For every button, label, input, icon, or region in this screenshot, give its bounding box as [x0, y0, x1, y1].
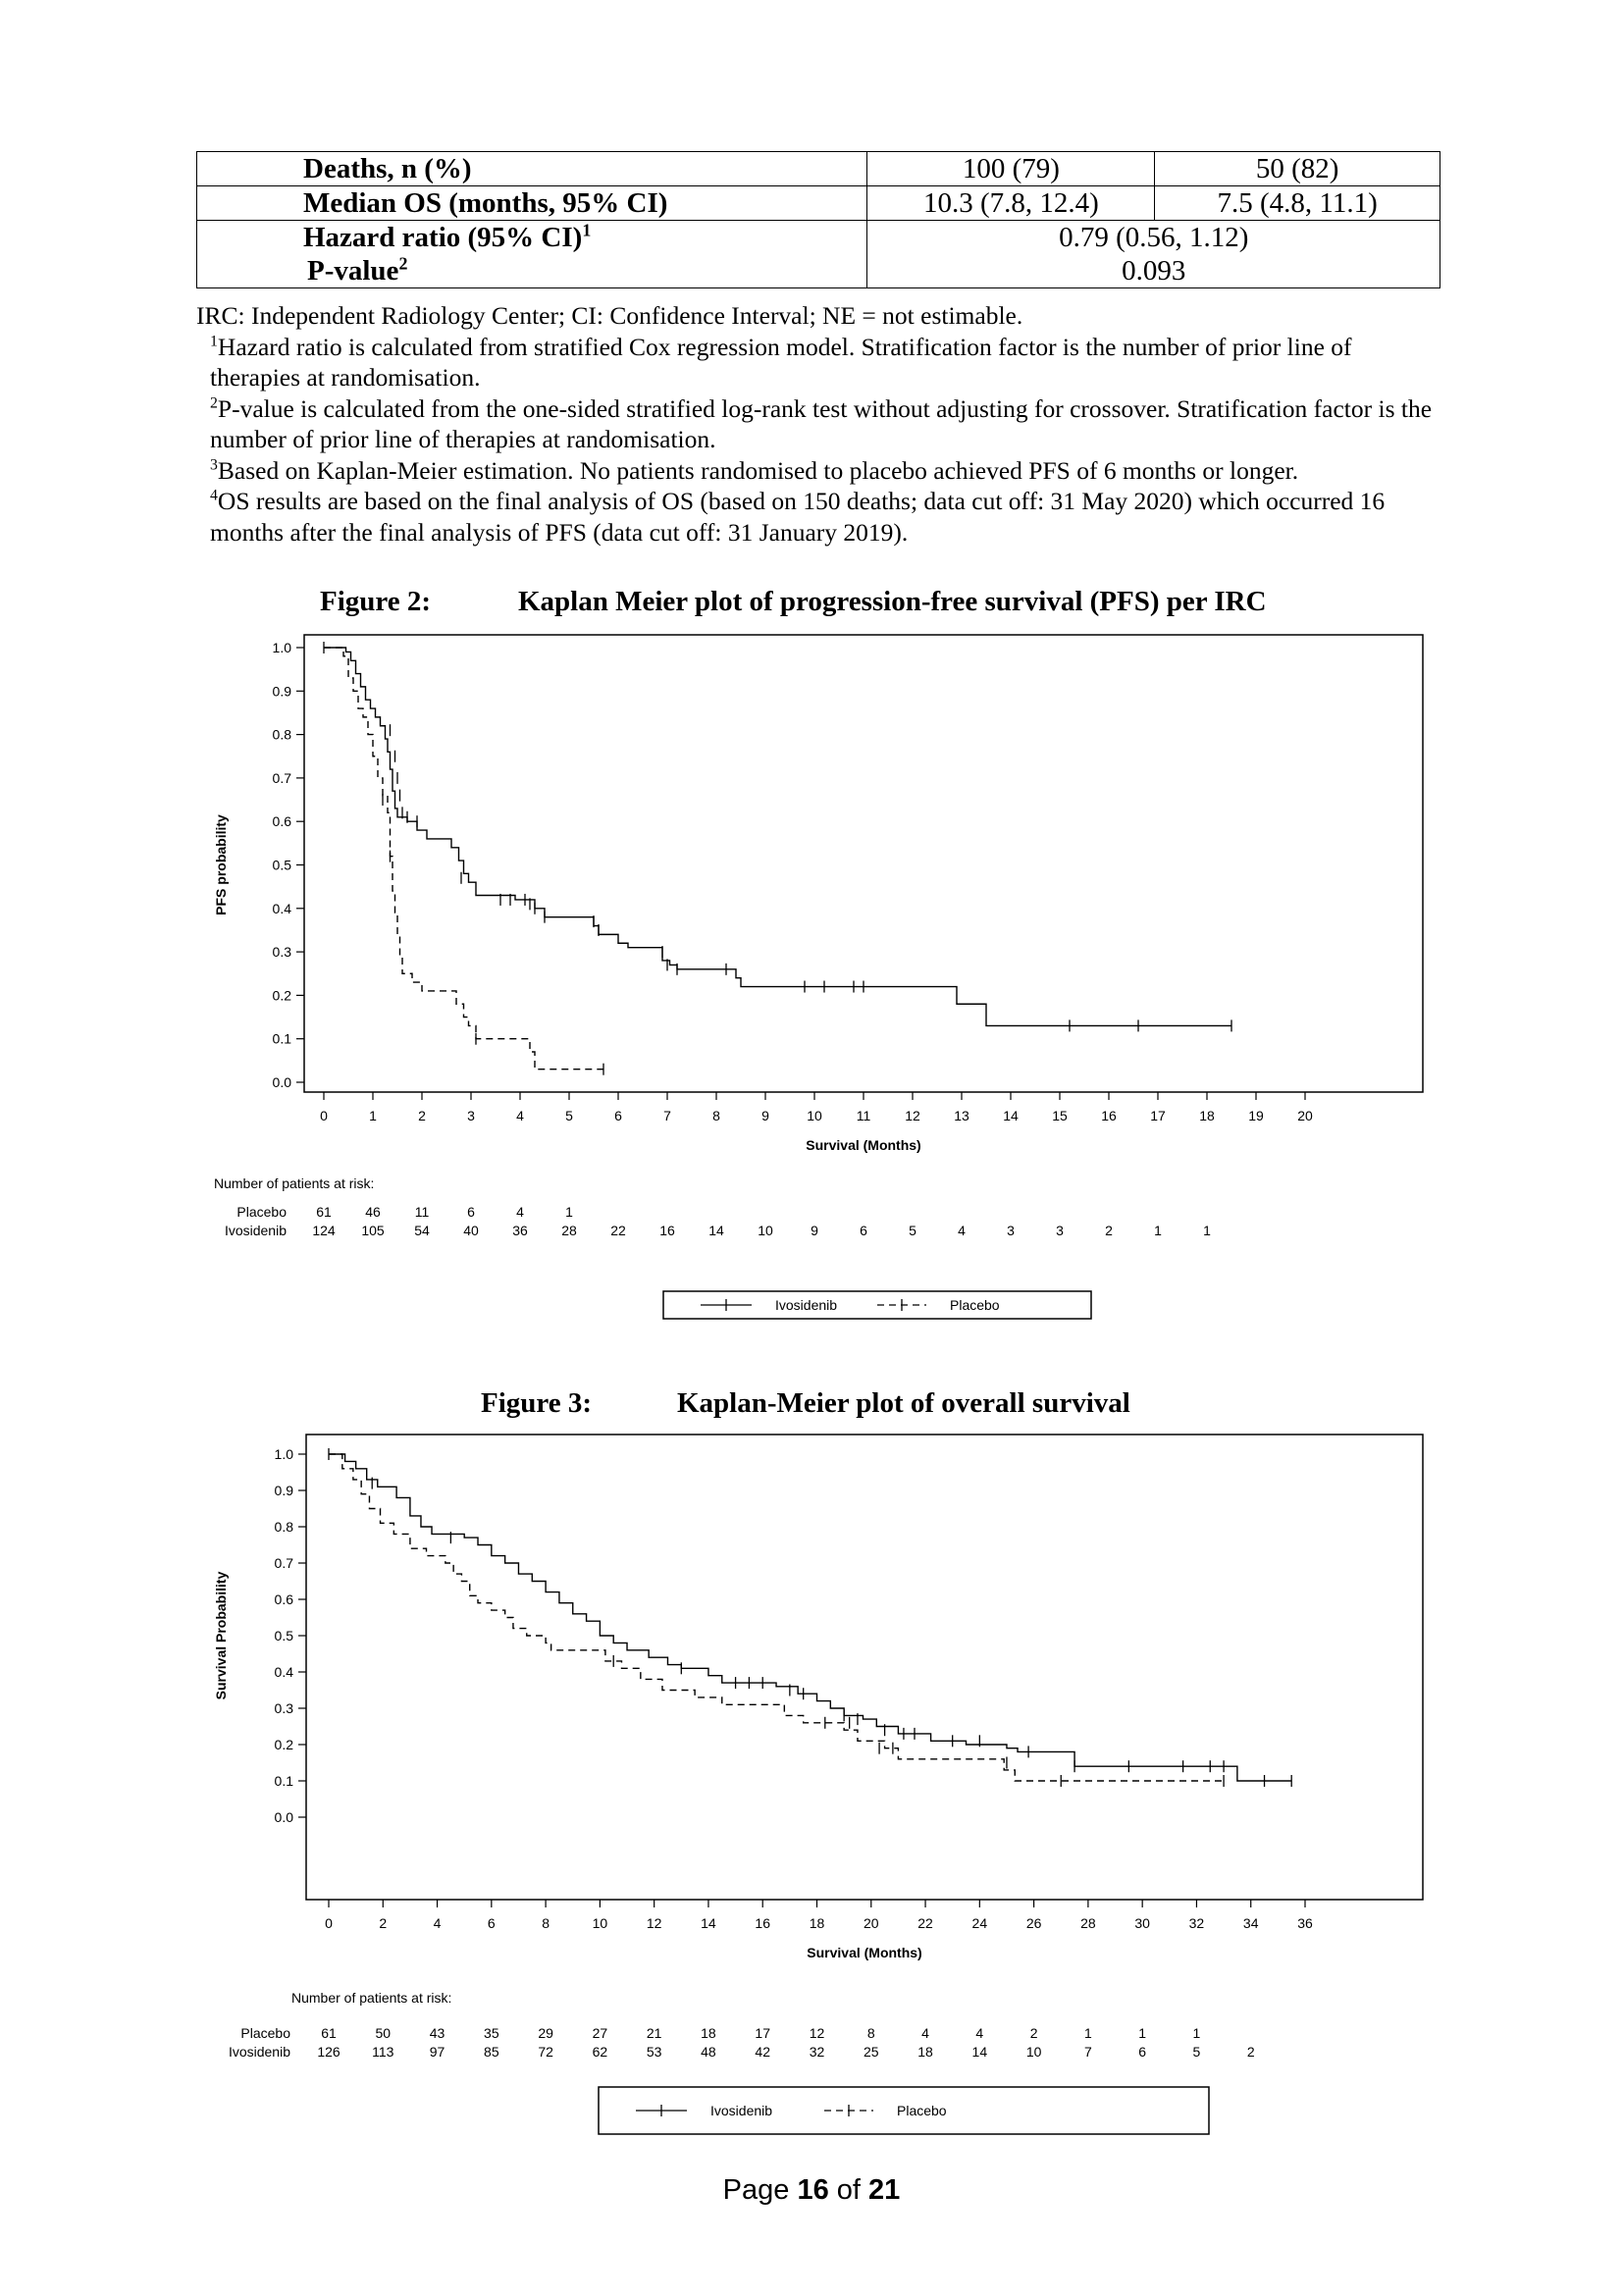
x-tick-label: 1	[369, 1108, 377, 1123]
at-risk-count: 5	[1192, 2044, 1201, 2060]
at-risk-count: 1	[1154, 1223, 1162, 1238]
at-risk-count: 18	[701, 2025, 716, 2041]
figure-2-label: Figure 2:	[320, 586, 432, 617]
at-risk-count: 11	[414, 1204, 430, 1220]
page-number: 16	[797, 2174, 829, 2206]
figure-3-title: Kaplan-Meier plot of overall survival	[677, 1387, 1130, 1419]
footnote-text: OS results are based on the final analysis of OS (based on 150 deaths; data cut off: 31 May 2020) which occurred 16 months after the final analysis of PFS (data cut off: 31 January 2019).	[210, 487, 1386, 547]
row-label-text: P-value	[307, 255, 399, 287]
at-risk-count: 105	[361, 1223, 385, 1238]
at-risk-count: 21	[646, 2025, 662, 2041]
at-risk-count: 1	[1138, 2025, 1147, 2041]
x-tick-label: 3	[467, 1108, 475, 1123]
footer-prefix: Page	[722, 2174, 798, 2206]
at-risk-count: 10	[758, 1223, 773, 1238]
y-tick-label: 0.8	[274, 1519, 293, 1535]
x-tick-label: 0	[325, 1915, 333, 1931]
at-risk-count: 12	[809, 2025, 825, 2041]
at-risk-count: 72	[538, 2044, 553, 2060]
at-risk-title: Number of patients at risk:	[291, 1990, 452, 2006]
at-risk-count: 36	[512, 1223, 528, 1238]
y-axis-label: Survival Probability	[213, 1571, 229, 1700]
placebo-curve	[329, 1454, 1224, 1781]
at-risk-count: 14	[708, 1223, 724, 1238]
y-tick-label: 0.7	[274, 1555, 293, 1571]
at-risk-count: 46	[365, 1204, 381, 1220]
ivosidenib-cell: 100 (79)	[867, 152, 1155, 186]
x-tick-label: 7	[663, 1108, 671, 1123]
at-risk-count: 1	[1203, 1223, 1211, 1238]
at-risk-count: 25	[863, 2044, 879, 2060]
at-risk-count: 85	[484, 2044, 499, 2060]
figure-2-title: Kaplan Meier plot of progression-free survival (PFS) per IRC	[518, 586, 1267, 617]
y-tick-label: 0.9	[274, 1483, 293, 1498]
legend-placebo-label: Placebo	[950, 1297, 1000, 1313]
x-tick-label: 19	[1248, 1108, 1264, 1123]
y-tick-label: 0.6	[274, 1592, 293, 1607]
x-tick-label: 6	[614, 1108, 622, 1123]
at-risk-count: 6	[467, 1204, 475, 1220]
footnote-text: Hazard ratio is calculated from stratified Cox regression model. Stratification factor is the number of prior line of therapies at randomisation.	[210, 332, 1352, 391]
y-tick-label: 0.9	[272, 683, 291, 700]
x-tick-label: 14	[1003, 1108, 1019, 1123]
at-risk-count: 8	[866, 2025, 875, 2041]
y-tick-label: 0.3	[272, 944, 291, 961]
at-risk-count: 126	[317, 2044, 340, 2060]
row-label	[197, 254, 867, 288]
at-risk-count: 4	[921, 2025, 929, 2041]
at-risk-count: 14	[971, 2044, 988, 2060]
footnote-text: P-value is calculated from the one-sided stratified log-rank test without adjusting for crossover. Stratification factor is the number of prior line of therapies at randomisation.	[210, 393, 1433, 453]
x-tick-label: 28	[1080, 1915, 1096, 1931]
x-tick-label: 22	[917, 1915, 933, 1931]
at-risk-count: 29	[538, 2025, 553, 2041]
x-tick-label: 16	[1101, 1108, 1117, 1123]
placebo-cell: 50 (82)	[1155, 152, 1440, 186]
at-risk-count: 1	[1083, 2025, 1092, 2041]
x-tick-label: 20	[863, 1915, 879, 1931]
x-tick-label: 8	[542, 1915, 550, 1931]
placebo-cell: 7.5 (4.8, 11.1)	[1155, 186, 1440, 221]
x-tick-label: 12	[905, 1108, 920, 1123]
row-label-text: Hazard ratio (95% CI)	[303, 222, 583, 253]
at-risk-count: 48	[701, 2044, 716, 2060]
at-risk-count: 16	[659, 1223, 675, 1238]
at-risk-count: 2	[1246, 2044, 1255, 2060]
at-risk-count: 2	[1029, 2025, 1038, 2041]
x-tick-label: 17	[1150, 1108, 1166, 1123]
y-tick-label: 0.0	[272, 1074, 291, 1090]
x-tick-label: 18	[1199, 1108, 1215, 1123]
combined-cell: 0.093	[867, 254, 1440, 288]
x-tick-label: 26	[1025, 1915, 1042, 1931]
os-kaplan-meier-chart	[0, 1423, 1623, 2149]
ivosidenib-curve	[329, 1454, 1291, 1781]
at-risk-count: 18	[917, 2044, 933, 2060]
at-risk-count: 32	[809, 2044, 825, 2060]
x-tick-label: 9	[761, 1108, 769, 1123]
footnote-ref: 2	[398, 253, 408, 274]
x-tick-label: 12	[646, 1915, 662, 1931]
footnote-number: 3	[210, 456, 218, 473]
at-risk-count: 61	[321, 2025, 337, 2041]
at-risk-row-name: Ivosidenib	[224, 1223, 287, 1238]
at-risk-count: 54	[414, 1223, 430, 1238]
at-risk-row-name: Ivosidenib	[228, 2044, 290, 2060]
at-risk-count: 4	[958, 1223, 966, 1238]
x-tick-label: 5	[565, 1108, 573, 1123]
at-risk-row-name: Placebo	[240, 2025, 290, 2041]
at-risk-count: 40	[463, 1223, 479, 1238]
at-risk-count: 22	[610, 1223, 626, 1238]
y-tick-label: 1.0	[272, 640, 291, 655]
at-risk-count: 97	[429, 2044, 445, 2060]
plot-frame	[304, 635, 1423, 1092]
x-tick-label: 0	[320, 1108, 328, 1123]
x-tick-label: 36	[1297, 1915, 1313, 1931]
at-risk-count: 50	[375, 2025, 392, 2041]
table-row	[197, 152, 1440, 186]
table-row	[197, 186, 1440, 221]
x-tick-label: 15	[1052, 1108, 1068, 1123]
at-risk-count: 53	[646, 2044, 662, 2060]
page-total: 21	[868, 2174, 901, 2206]
x-axis-label: Survival (Months)	[806, 1137, 921, 1153]
x-tick-label: 14	[701, 1915, 716, 1931]
ivosidenib-curve	[324, 648, 1231, 1025]
x-tick-label: 10	[807, 1108, 822, 1123]
at-risk-count: 7	[1083, 2044, 1092, 2060]
at-risk-title: Number of patients at risk:	[214, 1175, 375, 1191]
at-risk-count: 3	[1056, 1223, 1064, 1238]
x-tick-label: 4	[516, 1108, 524, 1123]
table-footnotes	[196, 300, 1442, 548]
at-risk-count: 4	[975, 2025, 984, 2041]
y-tick-label: 0.0	[274, 1809, 293, 1825]
x-tick-label: 30	[1134, 1915, 1150, 1931]
at-risk-count: 9	[811, 1223, 818, 1238]
at-risk-count: 6	[860, 1223, 867, 1238]
x-tick-label: 34	[1242, 1915, 1259, 1931]
y-tick-label: 1.0	[274, 1446, 293, 1462]
at-risk-count: 124	[312, 1223, 336, 1238]
row-label: Deaths, n (%)	[197, 152, 867, 186]
at-risk-count: 28	[561, 1223, 577, 1238]
at-risk-count: 17	[755, 2025, 771, 2041]
at-risk-count: 6	[1138, 2044, 1147, 2060]
x-tick-label: 24	[971, 1915, 988, 1931]
legend-placebo-label: Placebo	[897, 2103, 947, 2118]
x-tick-label: 2	[379, 1915, 388, 1931]
footnote-4	[196, 486, 1442, 548]
row-label	[197, 221, 867, 255]
at-risk-count: 1	[1192, 2025, 1201, 2041]
x-tick-label: 20	[1297, 1108, 1313, 1123]
x-tick-label: 32	[1188, 1915, 1205, 1931]
figure-3-label: Figure 3:	[481, 1387, 593, 1419]
at-risk-count: 2	[1105, 1223, 1113, 1238]
y-tick-label: 0.8	[272, 726, 291, 743]
footnote-2	[196, 393, 1442, 455]
legend-ivosidenib-label: Ivosidenib	[775, 1297, 838, 1313]
at-risk-count: 5	[909, 1223, 916, 1238]
results-table	[196, 151, 1440, 288]
footnote-1	[196, 332, 1442, 393]
table-row	[197, 221, 1440, 255]
footnote-text: Based on Kaplan-Meier estimation. No patients randomised to placebo achieved PFS of 6 months or longer.	[217, 455, 1299, 485]
x-tick-label: 11	[856, 1108, 871, 1123]
at-risk-count: 10	[1025, 2044, 1042, 2060]
y-tick-label: 0.5	[272, 857, 291, 873]
at-risk-count: 113	[372, 2044, 394, 2060]
y-tick-label: 0.2	[274, 1737, 293, 1752]
x-tick-label: 10	[592, 1915, 608, 1931]
combined-cell: 0.79 (0.56, 1.12)	[867, 221, 1440, 255]
ivosidenib-cell: 10.3 (7.8, 12.4)	[867, 186, 1155, 221]
y-tick-label: 0.1	[274, 1773, 293, 1789]
footnote-ref: 1	[582, 220, 592, 240]
y-tick-label: 0.1	[272, 1030, 291, 1047]
footnote-3	[196, 455, 1442, 487]
x-tick-label: 13	[954, 1108, 969, 1123]
at-risk-count: 1	[565, 1204, 573, 1220]
row-label: Median OS (months, 95% CI)	[197, 186, 867, 221]
at-risk-count: 27	[592, 2025, 608, 2041]
at-risk-count: 42	[755, 2044, 771, 2060]
y-tick-label: 0.3	[274, 1700, 293, 1716]
x-tick-label: 16	[755, 1915, 771, 1931]
x-tick-label: 6	[487, 1915, 496, 1931]
at-risk-count: 62	[592, 2044, 608, 2060]
pfs-kaplan-meier-chart	[0, 618, 1623, 1325]
at-risk-row-name: Placebo	[236, 1204, 287, 1220]
y-tick-label: 0.5	[274, 1628, 293, 1644]
legend-ivosidenib-label: Ivosidenib	[710, 2103, 773, 2118]
footnote-number: 4	[210, 487, 218, 504]
y-tick-label: 0.7	[272, 769, 291, 786]
y-tick-label: 0.6	[272, 813, 291, 830]
at-risk-count: 61	[316, 1204, 332, 1220]
y-axis-label: PFS probability	[213, 814, 229, 915]
footnote-number: 2	[210, 394, 218, 411]
at-risk-count: 35	[484, 2025, 499, 2041]
x-tick-label: 18	[809, 1915, 825, 1931]
footnote-number: 1	[210, 333, 218, 349]
page-footer	[0, 2174, 1623, 2207]
x-tick-label: 8	[712, 1108, 720, 1123]
y-tick-label: 0.4	[272, 900, 291, 916]
y-tick-label: 0.2	[272, 987, 291, 1004]
placebo-curve	[324, 648, 603, 1070]
footer-of: of	[828, 2174, 869, 2206]
at-risk-count: 3	[1007, 1223, 1015, 1238]
x-axis-label: Survival (Months)	[807, 1945, 922, 1960]
x-tick-label: 2	[418, 1108, 426, 1123]
x-tick-label: 4	[433, 1915, 442, 1931]
y-tick-label: 0.4	[274, 1664, 293, 1680]
at-risk-count: 4	[516, 1204, 524, 1220]
plot-frame	[306, 1435, 1423, 1900]
table-row	[197, 254, 1440, 288]
at-risk-count: 43	[429, 2025, 445, 2041]
abbreviations-note: IRC: Independent Radiology Center; CI: Confidence Interval; NE = not estimable.	[196, 301, 1023, 330]
